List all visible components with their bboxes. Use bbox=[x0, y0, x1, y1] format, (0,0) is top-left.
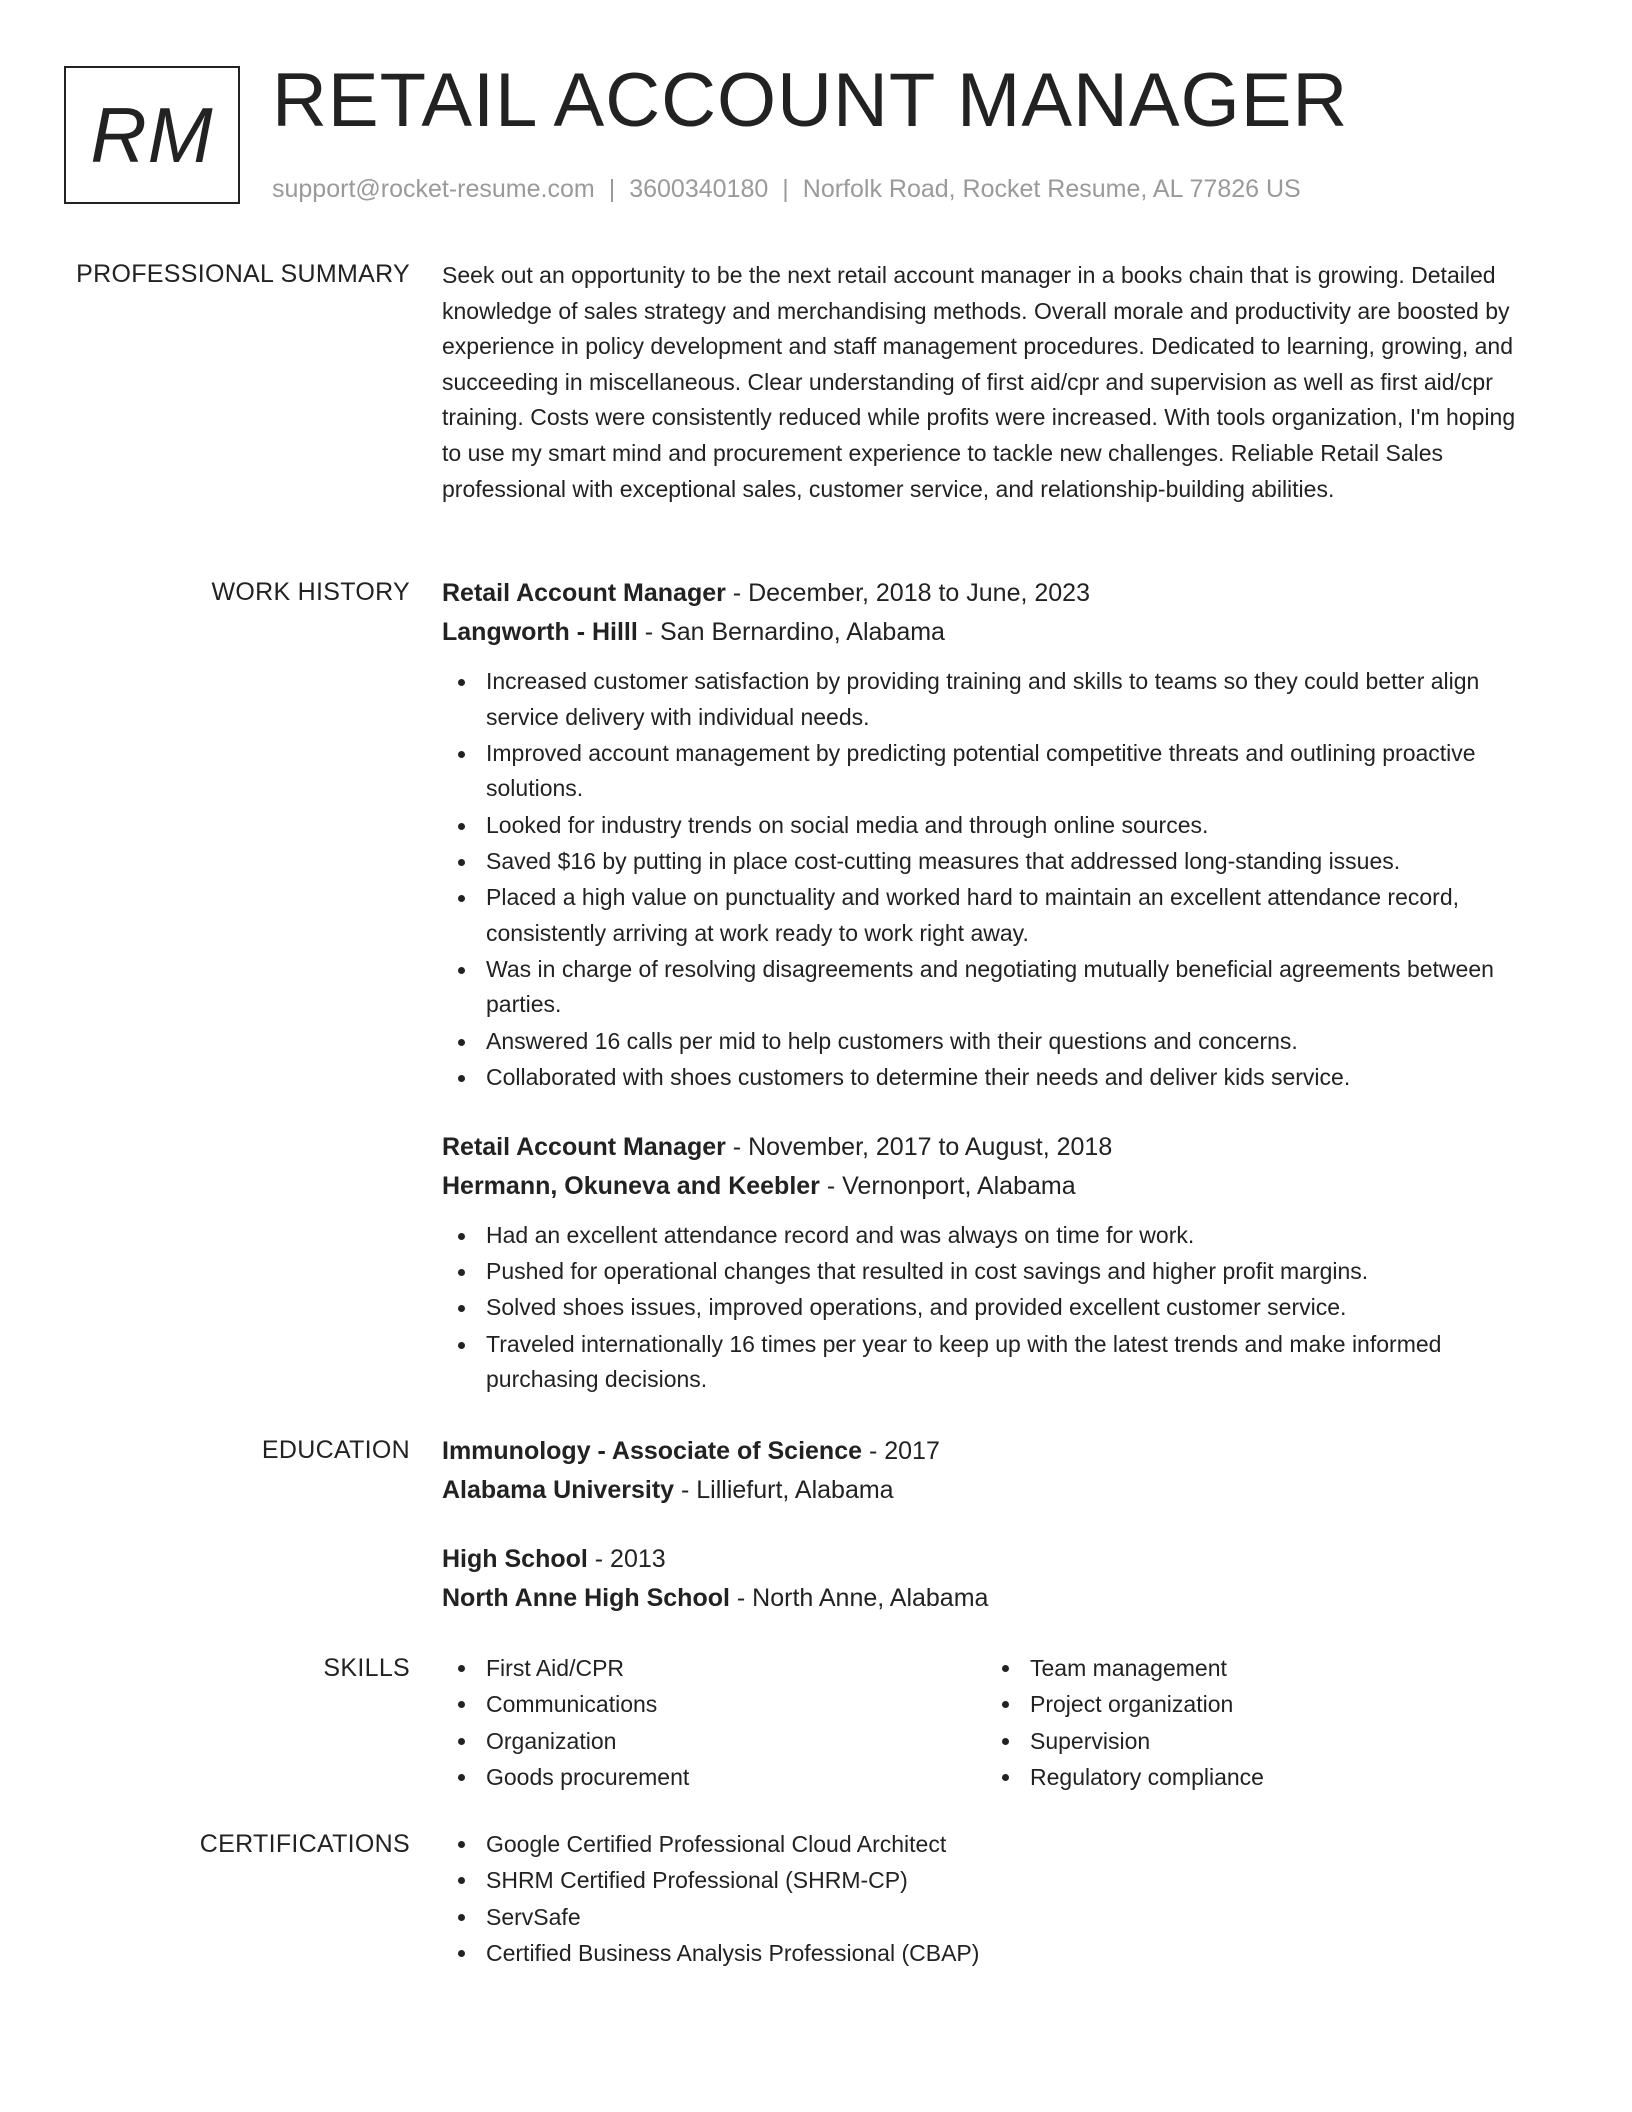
education-year: - 2017 bbox=[862, 1437, 940, 1465]
education-degree: Immunology - Associate of Science bbox=[442, 1437, 863, 1465]
skills-column-left bbox=[442, 1650, 986, 1795]
job-bullet-list bbox=[442, 1218, 1532, 1398]
education-year: - 2013 bbox=[587, 1545, 666, 1573]
skill-item: Supervision bbox=[986, 1723, 1530, 1759]
job-bullet: Answered 16 calls per mid to help customers with their questions and concerns. bbox=[442, 1024, 1532, 1060]
education-school-line bbox=[442, 1579, 1532, 1618]
job-entry bbox=[442, 574, 1532, 1095]
certification-item: Certified Business Analysis Professional (CBAP) bbox=[442, 1935, 1530, 1971]
resume-title: RETAIL ACCOUNT MANAGER bbox=[272, 58, 1349, 143]
education-entry bbox=[442, 1540, 1532, 1618]
job-title-line bbox=[442, 574, 1532, 613]
job-company-line bbox=[442, 613, 1532, 652]
contact-phone: 3600340180 bbox=[629, 175, 769, 203]
certification-item: ServSafe bbox=[442, 1899, 1530, 1935]
education-degree: High School bbox=[442, 1545, 588, 1573]
job-bullet: Was in charge of resolving disagreements and negotiating mutually beneficial agreements between parties. bbox=[442, 952, 1532, 1023]
education-degree-line bbox=[442, 1540, 1532, 1579]
education-degree-line bbox=[442, 1432, 1532, 1471]
job-bullet-list bbox=[442, 664, 1532, 1095]
job-bullet: Pushed for operational changes that resulted in cost savings and higher profit margins. bbox=[442, 1254, 1532, 1290]
section-heading-certifications: CERTIFICATIONS bbox=[199, 1830, 410, 1858]
job-location: - San Bernardino, Alabama bbox=[637, 618, 945, 646]
job-bullet: Improved account management by predicting potential competitive threats and outlining proactive solutions. bbox=[442, 736, 1532, 807]
monogram-logo: RM bbox=[64, 66, 240, 204]
skill-item: Regulatory compliance bbox=[986, 1759, 1530, 1795]
job-bullet: Traveled internationally 16 times per year to keep up with the latest trends and make informed purchasing decisions. bbox=[442, 1327, 1532, 1398]
summary-text: Seek out an opportunity to be the next retail account manager in a books chain that is growing. Detailed knowledge of sales strategy and merchandising methods. Overall morale and productivity are boosted by experience in policy development and staff management procedures. Dedicated to learning, growing, and succeeding in miscellaneous. Clear understanding of first aid/cpr and supervision as well as first aid/cpr training. Costs were consistently reduced while profits were increased. With tools organization, I'm hoping to use my smart mind and procurement experience to tackle new challenges. Reliable Retail Sales professional with exceptional sales, customer service, and relationship-building abilities. bbox=[442, 262, 1516, 502]
job-bullet: Looked for industry trends on social media and through online sources. bbox=[442, 808, 1532, 844]
skill-item: First Aid/CPR bbox=[442, 1650, 986, 1686]
job-bullet: Had an excellent attendance record and was always on time for work. bbox=[442, 1218, 1532, 1254]
education-school: Alabama University bbox=[442, 1476, 675, 1504]
skill-item: Organization bbox=[442, 1723, 986, 1759]
certification-item: SHRM Certified Professional (SHRM-CP) bbox=[442, 1862, 1530, 1898]
job-company: Hermann, Okuneva and Keebler bbox=[442, 1172, 820, 1200]
section-heading-education: EDUCATION bbox=[261, 1436, 410, 1464]
job-bullet: Saved $16 by putting in place cost-cutting measures that addressed long-standing issues. bbox=[442, 844, 1532, 880]
job-company-line bbox=[442, 1167, 1532, 1206]
job-dates: - November, 2017 to August, 2018 bbox=[725, 1133, 1113, 1161]
job-dates: - December, 2018 to June, 2023 bbox=[725, 579, 1090, 607]
education-entry bbox=[442, 1432, 1532, 1510]
skill-item: Project organization bbox=[986, 1686, 1530, 1722]
skill-item: Team management bbox=[986, 1650, 1530, 1686]
job-title: Retail Account Manager bbox=[442, 579, 726, 607]
job-title-line bbox=[442, 1128, 1532, 1167]
education-school-line bbox=[442, 1471, 1532, 1510]
certification-item: Google Certified Professional Cloud Architect bbox=[442, 1826, 1530, 1862]
job-bullet: Placed a high value on punctuality and worked hard to maintain an excellent attendance record, consistently arriving at work ready to work right away. bbox=[442, 880, 1532, 951]
job-location: - Vernonport, Alabama bbox=[819, 1172, 1076, 1200]
job-company: Langworth - Hilll bbox=[442, 618, 638, 646]
education-location: - Lilliefurt, Alabama bbox=[674, 1476, 894, 1504]
skills-grid bbox=[442, 1650, 1532, 1795]
contact-line bbox=[272, 172, 1301, 206]
skills-column-right bbox=[986, 1650, 1530, 1795]
contact-separator: | bbox=[782, 175, 789, 203]
contact-email: support@rocket-resume.com bbox=[272, 175, 595, 203]
certifications-list bbox=[442, 1826, 1530, 1971]
section-heading-work-history: WORK HISTORY bbox=[211, 578, 410, 606]
job-bullet: Collaborated with shoes customers to determine their needs and deliver kids service. bbox=[442, 1060, 1532, 1096]
skill-item: Goods procurement bbox=[442, 1759, 986, 1795]
education-location: - North Anne, Alabama bbox=[729, 1584, 989, 1612]
section-heading-skills: SKILLS bbox=[323, 1654, 410, 1682]
skill-item: Communications bbox=[442, 1686, 986, 1722]
contact-separator: | bbox=[608, 175, 616, 203]
section-heading-summary: PROFESSIONAL SUMMARY bbox=[76, 260, 410, 288]
job-title: Retail Account Manager bbox=[442, 1133, 726, 1161]
job-bullet: Solved shoes issues, improved operations, and provided excellent customer service. bbox=[442, 1290, 1532, 1326]
job-bullet: Increased customer satisfaction by providing training and skills to teams so they could better align service delivery with individual needs. bbox=[442, 664, 1532, 735]
job-entry bbox=[442, 1128, 1532, 1398]
contact-address: Norfolk Road, Rocket Resume, AL 77826 US bbox=[802, 175, 1301, 203]
education-school: North Anne High School bbox=[442, 1584, 730, 1612]
certifications-list-wrap bbox=[442, 1826, 1532, 1971]
